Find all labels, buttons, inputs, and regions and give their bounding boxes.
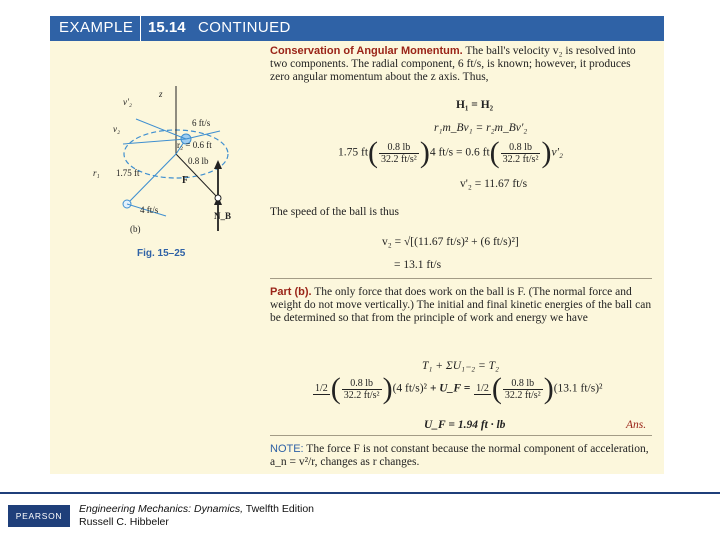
- eq3-left-coef: 1.75 ft: [338, 146, 369, 159]
- label-v2: v₂: [113, 124, 121, 134]
- footer-edition: Twelfth Edition: [245, 503, 315, 515]
- label-subfigure-b: (b): [130, 224, 141, 234]
- eq3-equals: =: [456, 146, 463, 159]
- eq3-left-num: 0.8 lb: [379, 142, 419, 154]
- eq3-right-coef: 0.6 ft: [465, 146, 490, 159]
- label-v2-prime: v'₂: [123, 97, 133, 107]
- eq2-right-den: 32.2 ft/s²: [504, 389, 541, 401]
- eq2-left-vel: (4 ft/s)²: [392, 382, 427, 395]
- example-number: 15.14: [148, 19, 186, 36]
- eq-work-energy-substituted: 1/2 ( $\frac{0.8 lb}{\text{32.2 ft/s²}}$ )(4 ft/s)² + U_F = 1/2 ( $\frac{0.8 lb}{\text{32.2 ft/s²}}$ )(13.1 ft/s)²: [315, 372, 603, 405]
- part-b-body: The only force that does work on the ball is F. (The normal force and weight do not move vertically.) The initial and final kinetic energies of the ball can be determined so that from the principle of work and energy we have: [270, 286, 652, 324]
- label-6-ft-s: 6 ft/s: [192, 118, 211, 128]
- label-force-f: F: [182, 175, 189, 186]
- slide-page: [50, 16, 664, 474]
- eq2-left-den: 32.2 ft/s²: [343, 389, 380, 401]
- publisher-logo: PEARSON: [8, 505, 70, 527]
- example-banner: [50, 16, 664, 41]
- eq-work-energy: T₁ + ΣU₁₋₂ = T₂: [422, 360, 500, 372]
- part-a-paragraph: [270, 45, 652, 84]
- eq3-left-vel: 4 ft/s: [429, 146, 454, 159]
- cord-guide: [215, 195, 221, 201]
- banner-separator: [140, 16, 141, 41]
- eq-substituted: 1.75 ft( $\frac{0.8 lb}{\text{32.2 ft/s²}}$ )4 ft/s = 0.6 ft( $\frac{0.8 lb}{\text{32.2 ft/s²}}$ )v'₂: [338, 136, 564, 169]
- answer-marker: Ans.: [626, 419, 647, 431]
- note-divider: [270, 435, 652, 436]
- eq2-half-left: 1/2: [315, 383, 328, 394]
- eq-speed-result: = 13.1 ft/s: [394, 259, 442, 271]
- label-r1-value: 1.75 ft: [116, 168, 140, 178]
- label-normal-force: N_B: [214, 211, 232, 221]
- eq2-middle: + U_F =: [429, 382, 471, 395]
- label-4-ft-s: 4 ft/s: [140, 205, 159, 215]
- label-r1: r₁: [93, 168, 100, 178]
- note-paragraph: [270, 443, 652, 469]
- speed-text: The speed of the ball is thus: [270, 206, 400, 218]
- eq2-right-num: 0.8 lb: [503, 378, 543, 390]
- eq3-right-vel: v'₂: [551, 146, 564, 159]
- part-a-heading: Conservation of Angular Momentum.: [270, 45, 463, 57]
- eq3-left-den: 32.2 ft/s²: [381, 153, 417, 165]
- eq3-right-num: 0.8 lb: [501, 142, 541, 154]
- eq3-right-den: 32.2 ft/s²: [502, 153, 539, 165]
- part-b-heading: Part (b).: [270, 286, 312, 298]
- eq2-right-vel: (13.1 ft/s)²: [553, 382, 603, 395]
- example-label: EXAMPLE: [59, 19, 134, 36]
- part-a-body: The ball's velocity v₂ is resolved into two components. The radial component, 6 ft/s, is known; however, it produces zero angular momentum about the z axis. Thus,: [270, 45, 636, 83]
- footer-rule: [0, 492, 720, 494]
- force-f-arrowhead: [214, 160, 222, 169]
- part-b-paragraph: [270, 286, 652, 325]
- label-r2: r₂ = 0.6 ft: [177, 140, 212, 150]
- section-divider: [270, 278, 652, 279]
- eq-v2-prime: v'₂ = 11.67 ft/s: [460, 178, 528, 190]
- label-z-axis: z: [159, 89, 163, 99]
- eq-work-result: U_F = 1.94 ft · lb: [424, 419, 506, 431]
- eq2-left-num: 0.8 lb: [342, 378, 382, 390]
- note-heading: NOTE:: [270, 443, 304, 455]
- footer-book-title: [79, 503, 314, 515]
- label-weight: 0.8 lb: [188, 156, 209, 166]
- velocity-v2-prime-arrow: [136, 119, 186, 139]
- eq-h1-h2: H₁ = H₂: [456, 99, 494, 111]
- eq2-half-right: 1/2: [476, 383, 489, 394]
- ball-on-cord-figure: [90, 86, 270, 236]
- note-body: The force F is not constant because the normal component of acceleration, a_n = v²/r, changes as r changes.: [270, 443, 649, 468]
- eq-angular-momentum: r₁m_Bv₁ = r₂m_Bv'₂: [434, 122, 528, 134]
- figure-caption: Fig. 15–25: [137, 248, 186, 259]
- continued-label: CONTINUED: [198, 19, 291, 36]
- footer-author: Russell C. Hibbeler: [79, 516, 169, 528]
- footer-title-italic: Engineering Mechanics: Dynamics,: [79, 503, 243, 515]
- eq-speed: v₂ = √[(11.67 ft/s)² + (6 ft/s)²]: [382, 236, 519, 248]
